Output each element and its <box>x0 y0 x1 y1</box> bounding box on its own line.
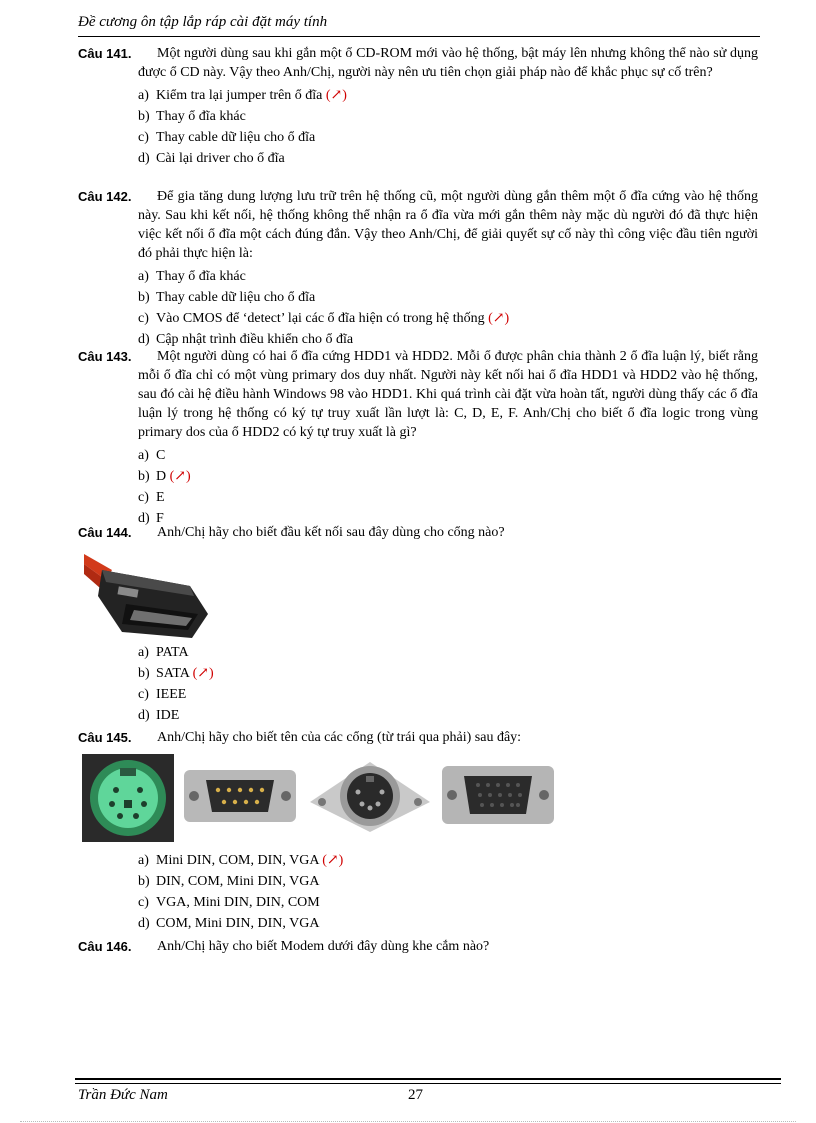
option-d: d) Cập nhật trình điều khiển cho ổ đĩa <box>138 332 354 347</box>
option-b: b) D (↗) <box>138 469 191 484</box>
option-a: a) Mini DIN, COM, DIN, VGA (↗) <box>138 853 344 868</box>
option-list <box>78 642 758 726</box>
question-label: Câu 142. <box>78 189 132 204</box>
question-144 <box>78 523 758 542</box>
question-144-options <box>78 639 758 726</box>
com-port-image <box>184 770 296 822</box>
option-c: c) Thay cable dữ liệu cho ổ đĩa <box>138 130 316 145</box>
question-text: Anh/Chị hãy cho biết đầu kết nối sau đây dùng cho cổng nào? <box>157 525 505 540</box>
question-label: Câu 143. <box>78 349 132 364</box>
option-d: d) Cài lại driver cho ổ đĩa <box>138 151 285 166</box>
answer-mark-icon: (↗) <box>325 88 347 103</box>
option-c: c) VGA, Mini DIN, DIN, COM <box>138 895 320 910</box>
page-edge-divider <box>20 1121 796 1122</box>
document-header: Đề cương ôn tập lắp ráp cài đặt máy tính <box>78 14 760 37</box>
option-a: a) C <box>138 448 166 463</box>
question-143 <box>78 347 758 529</box>
footer-rule-thin <box>75 1083 781 1084</box>
answer-mark-icon: (↗) <box>488 311 510 326</box>
option-b: b) DIN, COM, Mini DIN, VGA <box>138 874 320 889</box>
question-label: Câu 145. <box>78 730 132 745</box>
option-b: b) Thay cable dữ liệu cho ổ đĩa <box>138 290 316 305</box>
question-text: Anh/Chị hãy cho biết Modem dưới đây dùng khe cắm nào? <box>157 939 490 954</box>
option-c: c) Vào CMOS để ‘detect’ lại các ổ đĩa hiện có trong hệ thống (↗) <box>138 311 510 326</box>
answer-mark-icon: (↗) <box>169 469 191 484</box>
question-141 <box>78 44 758 169</box>
question-142 <box>78 187 758 350</box>
option-d: d) COM, Mini DIN, DIN, VGA <box>138 916 320 931</box>
option-list <box>78 266 758 350</box>
option-d: d) IDE <box>138 708 180 723</box>
question-text: Để gia tăng dung lượng lưu trữ trên hệ thống cũ, một người dùng gắn thêm một ổ đĩa cứng vào hệ thống này. Sau khi kết nối, hệ thống không thể nhận ra ổ đĩa vừa mới gắn thêm này mặc dù người đó đã thực hiện việc kết nối ổ đĩa một cách đúng đắn. Vậy theo Anh/Chị, để giải quyết sự cố này thì công việc đầu tiên người đó phải thực hiện là: <box>138 189 758 261</box>
footer-author: Trần Đức Nam <box>78 1087 168 1103</box>
answer-mark-icon: (↗) <box>192 666 214 681</box>
question-145 <box>78 728 758 747</box>
question-label: Câu 144. <box>78 525 132 540</box>
question-label: Câu 146. <box>78 939 132 954</box>
option-c: c) E <box>138 490 165 505</box>
option-a: a) Kiểm tra lại jumper trên ổ đĩa (↗) <box>138 88 347 103</box>
option-a: a) PATA <box>138 645 189 660</box>
option-list <box>78 445 758 529</box>
answer-mark-icon: (↗) <box>322 853 344 868</box>
option-a: a) Thay ổ đĩa khác <box>138 269 246 284</box>
question-146 <box>78 937 758 956</box>
question-text: Một người dùng có hai ổ đĩa cứng HDD1 và HDD2. Mỗi ổ được phân chia thành 2 ổ đĩa luận lý, biết rằng mỗi ổ đĩa chỉ có một vùng primary dos duy nhất. Người này kết nối hai ổ đĩa HDD1 và HDD2 vào hệ thống, sau đó cài hệ điều hành Windows 98 vào HDD1. Khi quá trình cài đặt vừa hoàn tất, người dùng thấy các ổ đĩa luận lý trong hệ thống có ký tự truy xuất lần lượt là: C, D, E, F. Anh/Chị cho biết ổ đĩa logic trong vùng primary dos của ổ HDD2 có ký tự truy xuất là gì? <box>138 349 758 440</box>
vga-port-image <box>442 766 554 824</box>
footer-rule <box>75 1078 781 1080</box>
option-b: b) SATA (↗) <box>138 666 214 681</box>
din-port-image <box>306 752 434 836</box>
option-d: d) F <box>138 511 164 526</box>
option-c: c) IEEE <box>138 687 187 702</box>
question-145-options <box>78 847 758 934</box>
sata-connector-image <box>82 552 214 640</box>
page-number: 27 <box>408 1087 423 1103</box>
question-text: Một người dùng sau khi gắn một ổ CD-ROM mới vào hệ thống, bật máy lên nhưng không thể nào sử dụng được ổ CD này. Vậy theo Anh/Chị, người này nên ưu tiên chọn giải pháp nào để khắc phục sự cố trên? <box>138 46 758 80</box>
option-list <box>78 85 758 169</box>
question-text: Anh/Chị hãy cho biết tên của các cổng (từ trái qua phải) sau đây: <box>157 730 522 745</box>
mini-din-port-image <box>82 754 174 842</box>
question-label: Câu 141. <box>78 46 132 61</box>
option-b: b) Thay ổ đĩa khác <box>138 109 246 124</box>
option-list <box>78 850 758 934</box>
